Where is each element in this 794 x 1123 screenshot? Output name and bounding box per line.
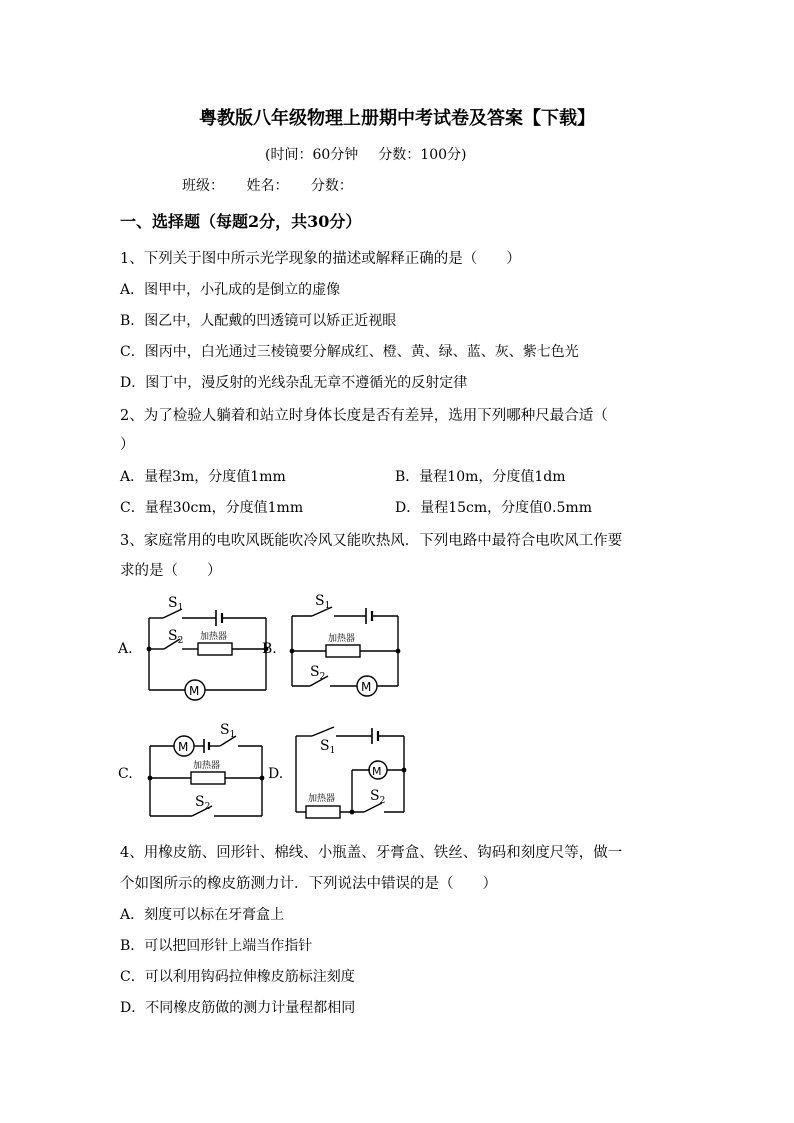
question-3-stem: 3、家庭常用的电吹风既能吹冷风又能吹热风．下列电路中最符合电吹风工作要	[120, 533, 623, 549]
score-label: 分数：	[310, 178, 353, 194]
switch-s1-label: $S_1$	[168, 595, 184, 613]
exam-subtitle	[265, 144, 466, 164]
switch-s2-label: $S_2$	[168, 628, 184, 646]
section-title: 一、选择题（每题2分，共30分）	[120, 212, 362, 231]
question-4-stem-cont: 个如图所示的橡皮筋测力计．下列说法中错误的是（ ）	[120, 876, 497, 892]
class-label: 班级：	[182, 178, 224, 194]
page-title: 粤教版八年级物理上册期中考试卷及答案【下载】	[199, 108, 595, 129]
question-4-option-d: D．不同橡皮筋做的测力计量程都相同	[120, 1000, 356, 1016]
question-2-option-d: D．量程15cm，分度值0.5mm	[395, 500, 592, 516]
switch-s1-label: $S_1$	[220, 722, 236, 740]
motor-icon: M	[361, 680, 372, 694]
switch-s1-label: $S_1$	[320, 738, 336, 756]
question-2-stem-cont: ）	[120, 437, 135, 453]
heater-label: 加热器	[308, 794, 336, 804]
circuit-diagram-d	[266, 720, 416, 830]
question-4-stem: 4、用橡皮筋、回形针、棉线、小瓶盖、牙膏盒、铁丝、钩码和刻度尺等，做一	[120, 845, 623, 861]
heater-label: 加热器	[328, 634, 356, 644]
question-1-option-c: C．图丙中，白光通过三棱镜要分解成红、橙、黄、绿、蓝、灰、紫七色光	[120, 344, 579, 360]
question-2-option-c: C．量程30cm，分度值1mm	[120, 500, 304, 516]
student-info	[182, 175, 371, 195]
circuit-d-label: D.	[268, 766, 284, 782]
switch-s2-label: $S_2$	[195, 794, 211, 812]
heater-label: 加热器	[193, 761, 221, 771]
motor-icon: M	[372, 765, 382, 778]
motor-icon: M	[189, 684, 200, 698]
question-4-option-c: C．可以利用钩码拉伸橡皮筋标注刻度	[120, 969, 355, 985]
question-1-option-b: B．图乙中，人配戴的凹透镜可以矫正近视眼	[120, 313, 397, 329]
exam-time: (时间：60分钟	[265, 147, 359, 163]
question-2-option-b: B．量程10m，分度值1dm	[395, 469, 566, 485]
switch-s2-label: $S_2$	[310, 664, 326, 682]
heater-label: 加热器	[200, 632, 228, 642]
circuit-c-label: C.	[118, 766, 133, 782]
question-2-option-a: A．量程3m，分度值1mm	[120, 469, 286, 485]
switch-s2-label: $S_2$	[370, 788, 386, 806]
question-4-option-b: B．可以把回形针上端当作指针	[120, 938, 313, 954]
switch-s1-label: $S_1$	[315, 593, 331, 611]
question-3-stem-cont: 求的是（ ）	[120, 563, 222, 579]
circuit-diagram-c	[116, 720, 276, 830]
question-2-stem: 2、为了检验人躺着和站立时身体长度是否有差异，选用下列哪种尺最合适（	[120, 408, 608, 424]
question-1-option-a: A．图甲中，小孔成的是倒立的虚像	[120, 282, 341, 298]
name-label: 姓名：	[246, 178, 289, 194]
question-1-option-d: D．图丁中，漫反射的光线杂乱无章不遵循光的反射定律	[120, 375, 468, 391]
question-1-stem: 1、下列关于图中所示光学现象的描述或解释正确的是（ ）	[120, 251, 521, 267]
circuit-b-label: B.	[262, 641, 277, 657]
question-4-option-a: A．刻度可以标在牙膏盒上	[120, 907, 285, 923]
motor-icon: M	[178, 740, 189, 754]
circuit-a-label: A.	[118, 641, 133, 657]
circuit-diagram-a	[116, 592, 276, 702]
exam-total-score: 分数：100分)	[378, 147, 467, 163]
circuit-diagram-b	[260, 592, 420, 702]
